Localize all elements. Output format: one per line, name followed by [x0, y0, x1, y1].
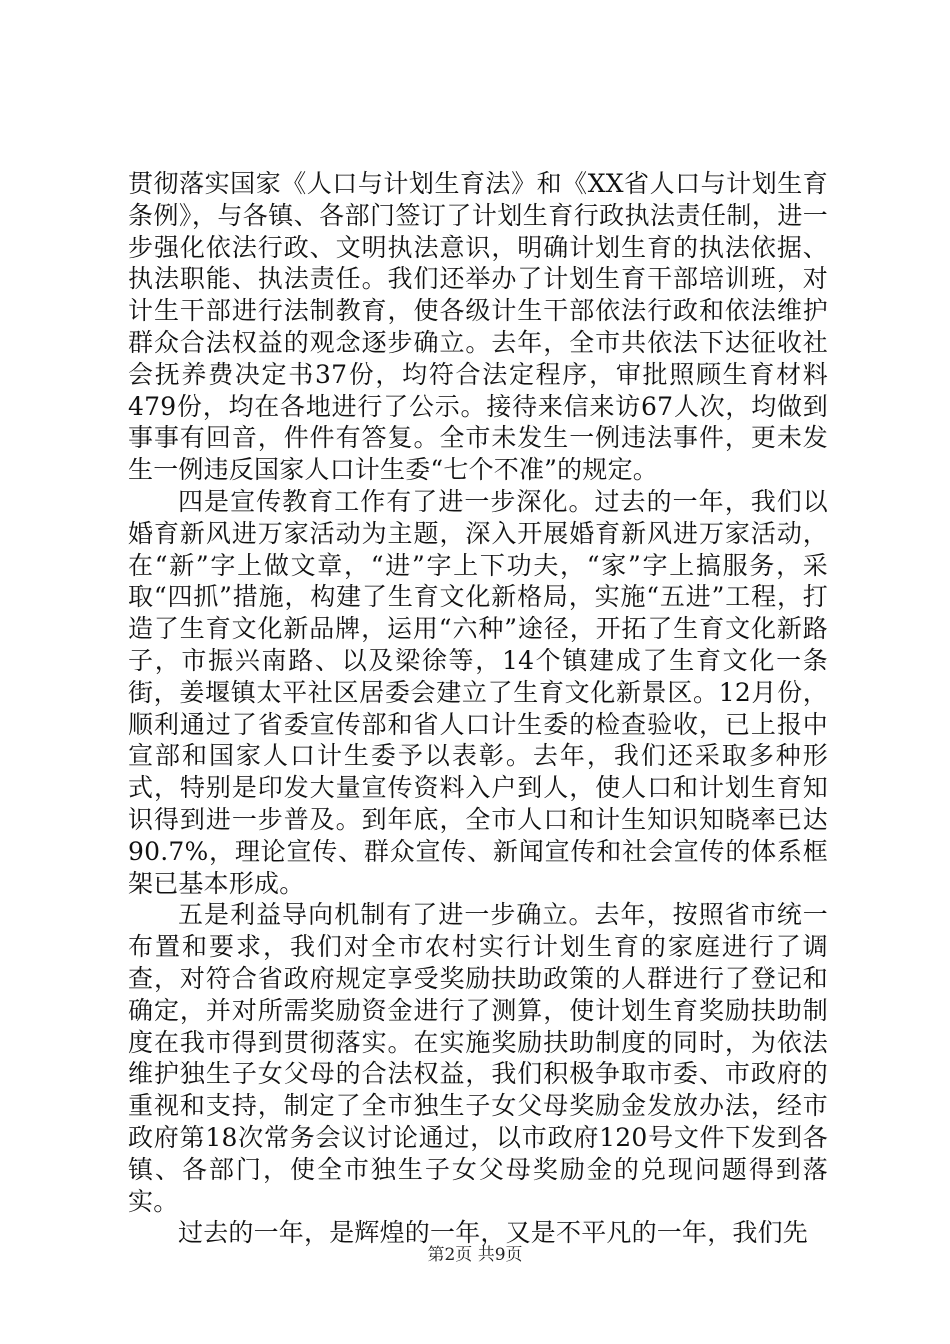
- paragraph-law-enforcement: 贯彻落实国家《人口与计划生育法》和《XX省人口与计划生育条例》，与各镇、各部门签订了计划生育行政执法责任制，进一步强化依法行政、文明执法意识，明确计划生育的执法依据、执法职能、执法责任。我们还举办了计划生育干部培训班，对计生干部进行法制教育，使各级计生干部依法行政和依法维护群众合法权益的观念逐步确立。去年，全市共依法下达征收社会抚养费决定书37份，均符合法定程序，审批照顾生育材料479份，均在各地进行了公示。接待来信来访67人次，均做到事事有回音，件件有答复。全市未发生一例违法事件，更未发生一例违反国家人口计生委“七个不准”的规定。: [128, 169, 828, 485]
- document-body: [128, 168, 828, 1249]
- paragraph-publicity-education: 四是宣传教育工作有了进一步深化。过去的一年，我们以婚育新风进万家活动为主题，深入开展婚育新风进万家活动，在“新”字上做文章，“进”字上下功夫，“家”字上搞服务，采取“四抓”措施，构建了生育文化新格局，实施“五进”工程，打造了生育文化新品牌，运用“六种”途径，开拓了生育文化新路子，市振兴南路、以及梁徐等，14个镇建成了生育文化一条街，姜堰镇太平社区居委会建立了生育文化新景区。12月份，顺利通过了省委宣传部和省人口计生委的检查验收，已上报中宣部和国家人口计生委予以表彰。去年，我们还采取多种形式，特别是印发大量宣传资料入户到人，使人口和计划生育知识得到进一步普及。到年底，全市人口和计生知识知晓率已达90.7%，理论宣传、群众宣传、新闻宣传和社会宣传的体系框架已基本形成。: [128, 486, 828, 898]
- paragraph-summary-start: 过去的一年，是辉煌的一年，又是不平凡的一年，我们先: [178, 1218, 809, 1248]
- paragraph-incentive-mechanism: 五是利益导向机制有了进一步确立。去年，按照省市统一布置和要求，我们对全市农村实行计划生育的家庭进行了调查，对符合省政府规定享受奖励扶助政策的人群进行了登记和确定，并对所需奖励资金进行了测算，使计划生育奖励扶助制度在我市得到贯彻落实。在实施奖励扶助制度的同时，为依法维护独生子女父母的合法权益，我们积极争取市委、市政府的重视和支持，制定了全市独生子女父母奖励金发放办法，经市政府第18次常务会议讨论通过，以市政府120号文件下发到各镇、各部门，使全市独生子女父母奖励金的兑现问题得到落实。: [128, 900, 828, 1216]
- page-footer: 第2页 共9页: [427, 1245, 523, 1265]
